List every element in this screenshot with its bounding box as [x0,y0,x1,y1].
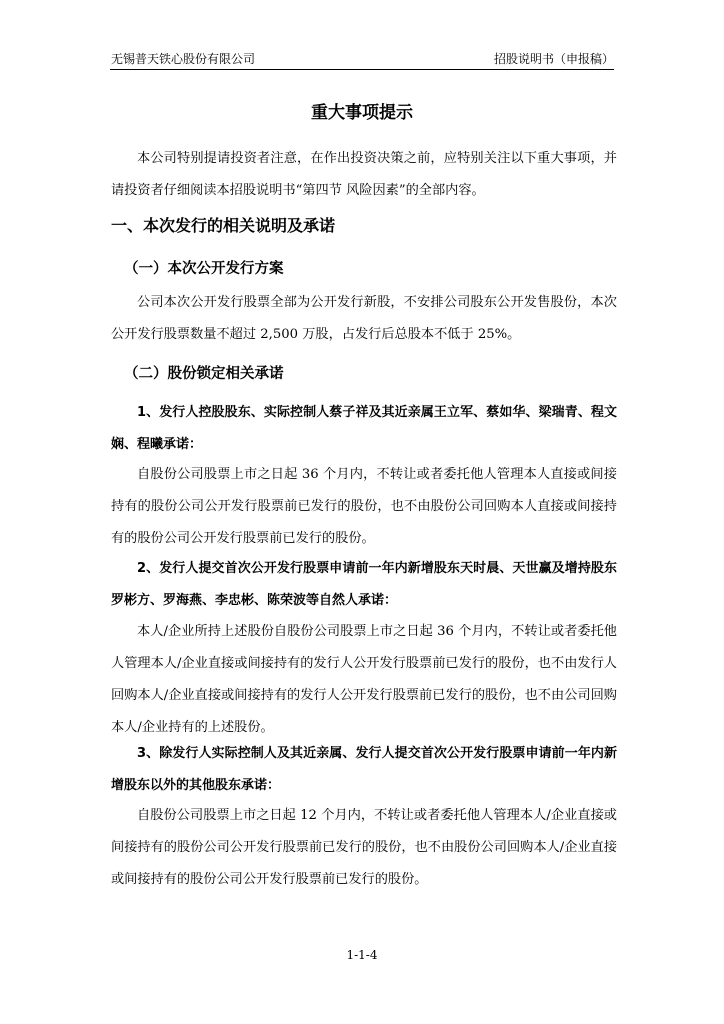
commitment-title-3: 3、除发行人实际控制人及其近亲属、发行人提交首次公开发行股票申请前一年内新增股东以外的其他股东承诺： [111,746,617,793]
subsection-heading-2: （二）股份锁定相关承诺 [124,366,284,382]
commitment-title-2: 2、发行人提交首次公开发行股票申请前一年内新增股东天时晨、天世赢及增持股东罗彬方、罗海燕、李忠彬、陈荣波等自然人承诺： [111,561,617,608]
commitment-text-3: 自股份公司股票上市之日起 12 个月内，不转让或者委托他人管理本人/企业直接或间接持有的股份公司公开发行股票前已发行的股份，也不由股份公司回购本人/企业直接或间接持有的股份公司公开发行股票前已发行的股份。 [111,808,617,887]
page-number: 1-1-4 [346,948,378,962]
issuance-plan-paragraph: 公司本次公开发行股票全部为公开发行新股，不安排公司股东公开发售股份，本次公开发行股票数量不超过 2,500 万股，占发行后总股本不低于 25%。 [111,295,617,342]
header-company: 无锡普天铁心股份有限公司 [111,52,256,66]
intro-paragraph: 本公司特别提请投资者注意，在作出投资决策之前，应特别关注以下重大事项，并请投资者仔细阅读本招股说明书“第四节 风险因素”的全部内容。 [111,151,617,198]
commitment-title-1: 1、发行人控股股东、实际控制人蔡子祥及其近亲属王立军、蔡如华、梁瑞青、程文娴、程曦承诺： [111,405,617,452]
page-title: 重大事项提示 [311,103,413,123]
section-heading-1: 一、本次发行的相关说明及承诺 [111,216,336,235]
subsection-heading-1: （一）本次公开发行方案 [124,261,284,277]
commitment-text-2: 本人/企业所持上述股份自股份公司股票上市之日起 36 个月内，不转让或者委托他人管理本人/企业直接或间接持有的发行人公开发行股票前已发行的股份，也不由发行人回购本人/企业直接或间接持有的发行人公开发行股票前已发行的股份，也不由公司回购本人/企业持有的上述股份。 [111,624,617,735]
header-divider [110,69,614,70]
commitment-text-1: 自股份公司股票上市之日起 36 个月内，不转让或者委托他人管理本人直接或间接持有的股份公司公开发行股票前已发行的股份，也不由股份公司回购本人直接或间接持有的股份公司公开发行股票前已发行的股份。 [111,467,617,546]
header-doc-type: 招股说明书（申报稿） [493,52,614,66]
